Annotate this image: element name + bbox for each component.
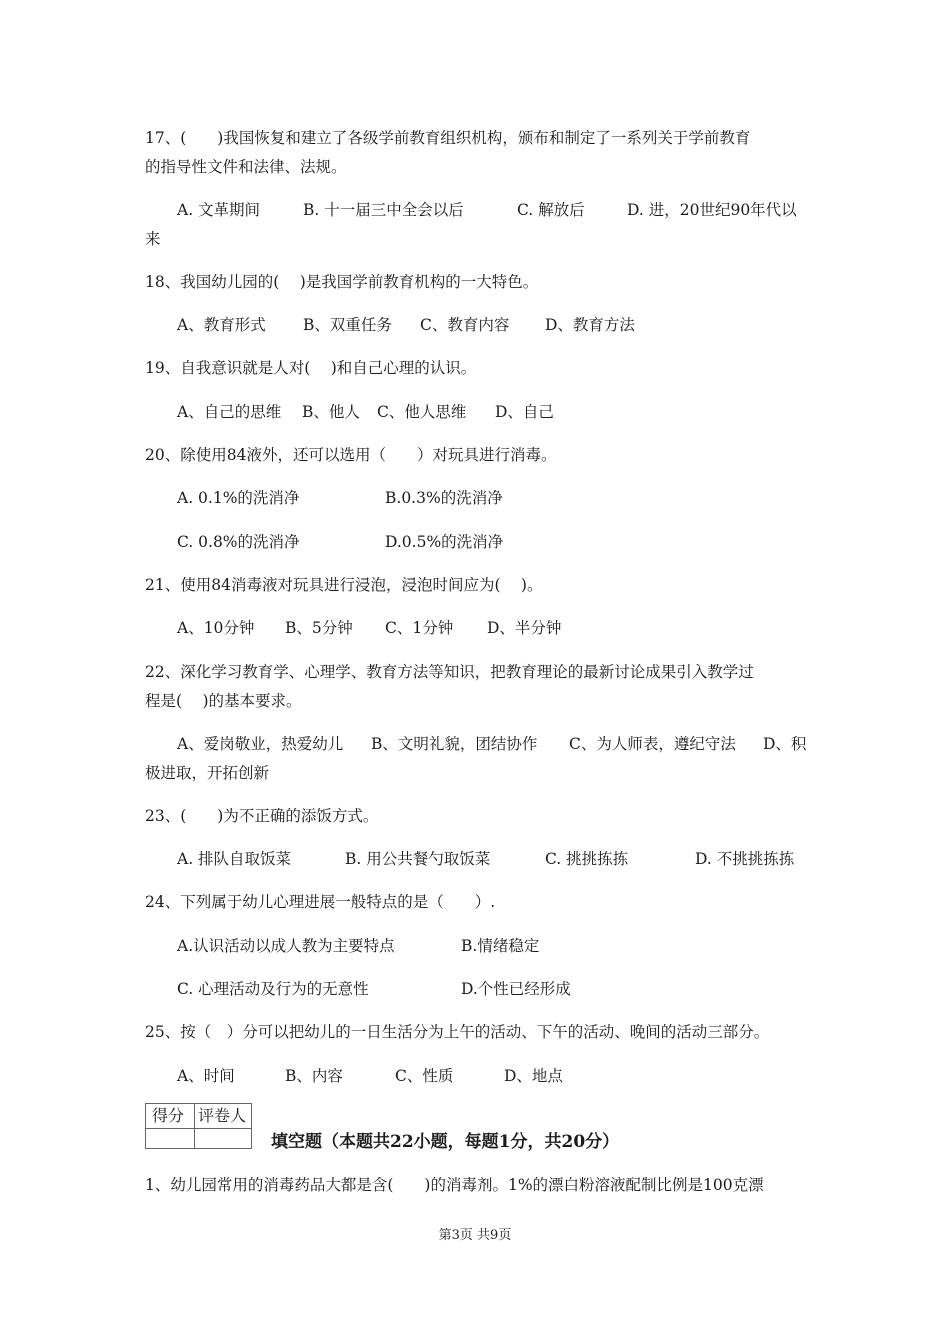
option-b: B、双重任务 (303, 316, 392, 334)
question-17-options-cont: 来 (145, 230, 161, 248)
question-18-stem: 18、我国幼儿园的( )是我国学前教育机构的一大特色。 (145, 273, 539, 291)
question-22-options-cont: 极进取，开拓创新 (145, 764, 270, 782)
grader-label: 评卷人 (198, 1106, 247, 1125)
question-17-stem: 17、( )我国恢复和建立了各级学前教育组织机构，颁布和制定了一系列关于学前教育 (145, 129, 751, 147)
option-a: A. 排队自取饭菜 (177, 850, 292, 868)
option-b: B.0.3%的洗消净 (385, 489, 503, 507)
option-b: B、5分钟 (285, 619, 353, 637)
option-b: B. 十一届三中全会以后 (303, 201, 464, 219)
option-c: C、1分钟 (385, 619, 454, 637)
option-b: B.情绪稳定 (461, 937, 540, 955)
option-b: B. 用公共餐勺取饭菜 (345, 850, 491, 868)
question-25-stem: 25、按（ ）分可以把幼儿的一日生活分为上午的活动、下午的活动、晚间的活动三部分。 (145, 1023, 770, 1041)
question-21-stem: 21、使用84消毒液对玩具进行浸泡，浸泡时间应为( )。 (145, 576, 543, 594)
option-c: C、教育内容 (420, 316, 510, 334)
option-d: D、半分钟 (487, 619, 562, 637)
question-23-stem: 23、( )为不正确的添饭方式。 (145, 807, 379, 825)
option-c: C. 0.8%的洗消净 (177, 533, 300, 551)
option-a: A. 文革期间 (177, 201, 261, 219)
option-c: C、性质 (395, 1067, 454, 1085)
option-a: A、10分钟 (177, 619, 255, 637)
question-22-stem-cont: 程是( )的基本要求。 (145, 692, 302, 710)
score-label: 得分 (152, 1106, 185, 1125)
option-a: A. 0.1%的洗消净 (177, 489, 300, 507)
option-b: B、内容 (285, 1067, 343, 1085)
question-22-stem: 22、深化学习教育学、心理学、教育方法等知识，把教育理论的最新讨论成果引入教学过 (145, 663, 754, 681)
question-24-stem: 24、下列属于幼儿心理进展一般特点的是（ ）. (145, 893, 496, 911)
page-footer: 第3页 共9页 (438, 1228, 512, 1243)
option-b: B、文明礼貌，团结协作 (371, 735, 538, 753)
option-d: D.个性已经形成 (461, 980, 571, 998)
option-a: A.认识活动以成人教为主要特点 (177, 937, 395, 955)
option-a: A、自己的思维 (177, 403, 282, 421)
score-table-row-divider (146, 1128, 251, 1129)
option-c: C. 解放后 (517, 201, 585, 219)
option-a: A、爱岗敬业，热爱幼儿 (177, 735, 344, 753)
option-c: C、为人师表，遵纪守法 (569, 735, 736, 753)
question-17-stem-cont: 的指导性文件和法律、法规。 (145, 158, 347, 176)
question-20-stem: 20、除使用84液外，还可以选用（ ）对玩具进行消毒。 (145, 446, 557, 464)
fill-question-1-stem: 1、幼儿园常用的消毒药品大都是含( )的消毒剂。1%的漂白粉溶液配制比例是100克漂 (145, 1176, 764, 1194)
option-c: C. 心理活动及行为的无意性 (177, 980, 369, 998)
section-title: 填空题（本题共22小题，每题1分，共20分） (271, 1132, 620, 1152)
option-d: D、教育方法 (545, 316, 635, 334)
option-d: D. 进，20世纪90年代以 (627, 201, 797, 219)
score-table-divider (194, 1104, 195, 1148)
option-d: D、自己 (495, 403, 554, 421)
question-19-stem: 19、自我意识就是人对( )和自己心理的认识。 (145, 359, 477, 377)
option-c: C. 挑挑拣拣 (545, 850, 629, 868)
option-b: B、他人 (302, 403, 360, 421)
option-c: C、他人思维 (377, 403, 467, 421)
option-a: A、教育形式 (177, 316, 266, 334)
option-d: D、地点 (504, 1067, 563, 1085)
option-d: D.0.5%的洗消净 (385, 533, 504, 551)
option-d: D. 不挑挑拣拣 (695, 850, 795, 868)
score-table (145, 1103, 252, 1149)
option-d: D、积 (763, 735, 807, 753)
option-a: A、时间 (177, 1067, 235, 1085)
